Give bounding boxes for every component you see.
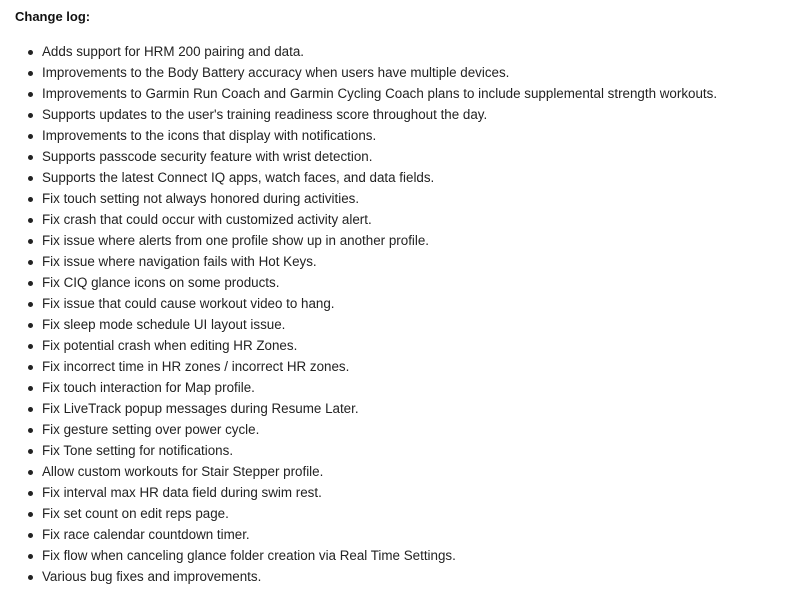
bullet-icon (28, 533, 33, 538)
bullet-icon (28, 344, 33, 349)
changelog-item-text: Fix crash that could occur with customized activity alert. (42, 212, 372, 227)
bullet-icon (28, 71, 33, 76)
changelog-item-text: Fix issue where alerts from one profile show up in another profile. (42, 233, 430, 248)
bullet-icon (28, 239, 33, 244)
bullet-icon (28, 134, 33, 139)
changelog-item (15, 253, 805, 274)
changelog-item-text: Fix touch setting not always honored during activities. (42, 191, 360, 206)
changelog-item (15, 442, 805, 463)
bullet-icon (28, 218, 33, 223)
bullet-icon (28, 323, 33, 328)
changelog-item-text: Fix LiveTrack popup messages during Resume Later. (42, 401, 359, 416)
changelog-item-text: Fix set count on edit reps page. (42, 506, 229, 521)
bullet-icon (28, 50, 33, 55)
changelog-item-text: Fix gesture setting over power cycle. (42, 422, 260, 437)
bullet-icon (28, 386, 33, 391)
changelog-item (15, 106, 805, 127)
changelog-item-text: Supports passcode security feature with wrist detection. (42, 149, 373, 164)
changelog-item-text: Supports updates to the user's training readiness score throughout the day. (42, 107, 488, 122)
changelog-item-text: Fix Tone setting for notifications. (42, 443, 234, 458)
bullet-icon (28, 554, 33, 559)
changelog-item (15, 85, 805, 106)
changelog-item-text: Improvements to Garmin Run Coach and Garmin Cycling Coach plans to include supplemental strength workouts. (42, 86, 718, 101)
bullet-icon (28, 260, 33, 265)
changelog-item-text: Various bug fixes and improvements. (42, 569, 262, 584)
bullet-icon (28, 92, 33, 97)
changelog-item (15, 148, 805, 169)
changelog-item-text: Fix flow when canceling glance folder creation via Real Time Settings. (42, 548, 456, 563)
changelog-item (15, 316, 805, 337)
changelog-item-text: Improvements to the icons that display with notifications. (42, 128, 377, 143)
changelog-item (15, 127, 805, 148)
changelog-item (15, 421, 805, 442)
bullet-icon (28, 176, 33, 181)
changelog-item (15, 169, 805, 190)
changelog-item-text: Allow custom workouts for Stair Stepper profile. (42, 464, 324, 479)
bullet-icon (28, 365, 33, 370)
changelog-title: Change log: (15, 9, 91, 24)
changelog-item-text: Fix incorrect time in HR zones / incorrect HR zones. (42, 359, 350, 374)
changelog-section (15, 8, 805, 584)
changelog-item-text: Fix touch interaction for Map profile. (42, 380, 255, 395)
changelog-item (15, 295, 805, 316)
changelog-item (15, 526, 805, 547)
changelog-item (15, 211, 805, 232)
bullet-icon (28, 155, 33, 160)
changelog-item-text: Fix interval max HR data field during swim rest. (42, 485, 322, 500)
changelog-item-text: Fix issue where navigation fails with Hot Keys. (42, 254, 317, 269)
changelog-item-text: Fix race calendar countdown timer. (42, 527, 250, 542)
changelog-item (15, 358, 805, 379)
bullet-icon (28, 113, 33, 118)
changelog-item (15, 274, 805, 295)
bullet-icon (28, 575, 33, 580)
changelog-item (15, 43, 805, 64)
bullet-icon (28, 197, 33, 202)
changelog-item-text: Supports the latest Connect IQ apps, watch faces, and data fields. (42, 170, 435, 185)
changelog-item-text: Fix potential crash when editing HR Zones. (42, 338, 298, 353)
bullet-icon (28, 512, 33, 517)
changelog-item-text: Adds support for HRM 200 pairing and data. (42, 44, 305, 59)
bullet-icon (28, 407, 33, 412)
changelog-item (15, 400, 805, 421)
bullet-icon (28, 491, 33, 496)
bullet-icon (28, 449, 33, 454)
changelog-item (15, 463, 805, 484)
bullet-icon (28, 302, 33, 307)
changelog-item (15, 568, 805, 589)
bullet-icon (28, 281, 33, 286)
changelog-item (15, 190, 805, 211)
changelog-item (15, 64, 805, 85)
changelog-item (15, 484, 805, 505)
changelog-item (15, 505, 805, 526)
changelog-item-text: Improvements to the Body Battery accuracy when users have multiple devices. (42, 65, 510, 80)
changelog-list (15, 43, 805, 589)
changelog-item (15, 232, 805, 253)
changelog-item (15, 379, 805, 400)
changelog-item (15, 337, 805, 358)
changelog-item-text: Fix sleep mode schedule UI layout issue. (42, 317, 286, 332)
bullet-icon (28, 470, 33, 475)
changelog-item-text: Fix CIQ glance icons on some products. (42, 275, 280, 290)
changelog-item (15, 547, 805, 568)
changelog-item-text: Fix issue that could cause workout video to hang. (42, 296, 335, 311)
bullet-icon (28, 428, 33, 433)
